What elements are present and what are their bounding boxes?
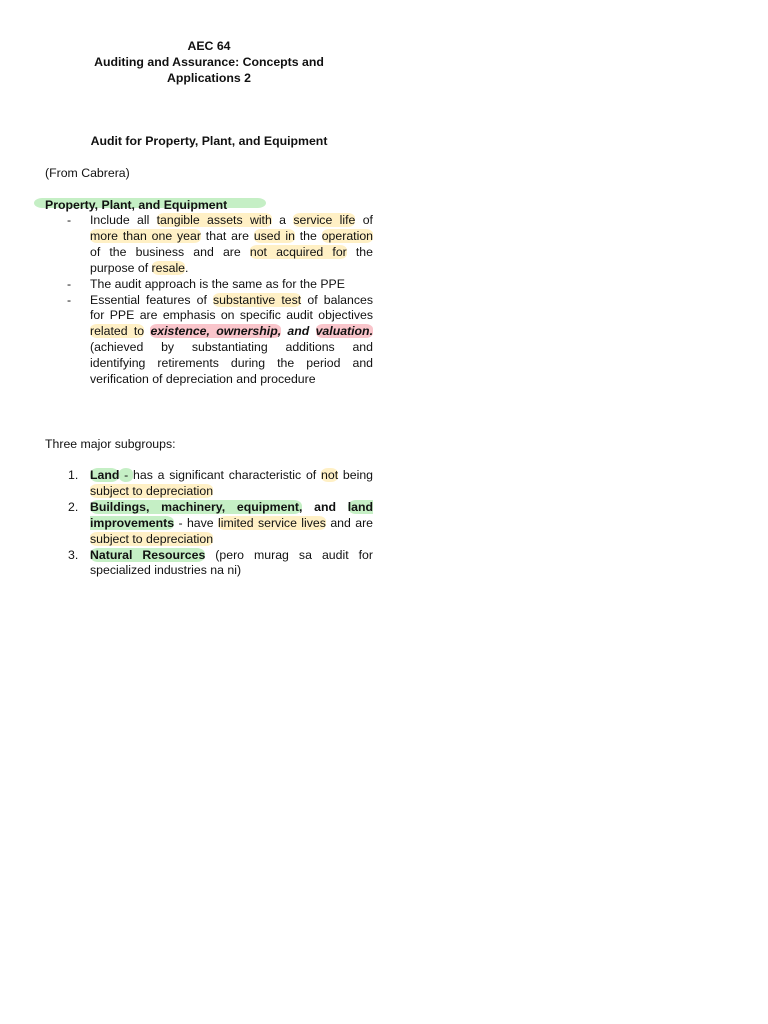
highlighted-text: valuation. — [315, 324, 373, 339]
text-segment: of — [355, 213, 373, 227]
text-segment: a — [271, 213, 294, 227]
source-note: (From Cabrera) — [45, 166, 130, 180]
highlighted-text: subject to depreciation — [90, 483, 214, 498]
text-segment: being — [338, 468, 373, 482]
bullet-item-marker: - — [67, 292, 72, 307]
subgroups-list — [45, 468, 373, 579]
text-segment: Include all — [90, 213, 157, 227]
text-segment: and are — [325, 515, 374, 530]
course-code: AEC 64 — [187, 39, 231, 53]
highlighted-text: - — [119, 468, 134, 482]
subgroup-item — [45, 548, 373, 580]
text-segment: (pero murag sa audit for specialized industries na ni) — [90, 547, 373, 578]
highlighted-text: limited service lives — [218, 515, 326, 530]
section-heading-part1: Property, Plant, — [45, 198, 135, 212]
bullet-item-marker: - — [67, 276, 72, 291]
bullet-item — [45, 213, 373, 277]
highlighted-text: operation — [321, 228, 373, 243]
document-title: Audit for Property, Plant, and Equipment — [90, 134, 328, 148]
section-heading — [45, 197, 227, 213]
section-heading-and: and — [134, 198, 164, 212]
text-segment: Essential features of — [90, 292, 214, 307]
text-segment: of the business and are — [90, 244, 250, 259]
text-segment: (achieved by substantiating additions and identifying retirements during the period and verification of depreciation and procedure — [90, 340, 373, 387]
highlighted-text: resale — [151, 260, 186, 275]
highlighted-text: used in — [253, 228, 295, 243]
text-segment: the purpose of — [90, 244, 373, 275]
highlighted-text: Buildings, machinery, equipment, — [90, 499, 303, 514]
text-segment: the — [294, 228, 322, 243]
subgroup-item-marker: 2. — [68, 499, 79, 514]
course-header — [45, 38, 373, 86]
highlighted-text: existence, ownership, — [150, 324, 282, 339]
bullet-list — [45, 213, 373, 388]
bullet-item-marker: - — [67, 213, 72, 227]
subgroup-item — [45, 468, 373, 500]
highlighted-text: tangible assets with — [156, 213, 272, 227]
bullet-item — [45, 277, 373, 293]
course-title-line2: Applications 2 — [166, 71, 252, 85]
highlighted-text: more than one year — [90, 228, 201, 243]
highlighted-text: related to — [90, 324, 145, 339]
text-segment: - have — [174, 515, 219, 530]
subgroup-item — [45, 500, 373, 548]
text-segment: that are — [200, 228, 254, 243]
subgroup-item-marker: 3. — [68, 547, 79, 562]
highlighted-text: service life — [293, 213, 356, 227]
section-heading-part2: Equipment — [163, 198, 228, 212]
bullet-item — [45, 293, 373, 388]
highlighted-text: Natural Resources — [90, 547, 206, 562]
highlighted-text: not acquired for — [249, 244, 347, 259]
highlighted-text: subject to depreciation — [90, 531, 214, 546]
subgroups-intro: Three major subgroups: — [45, 437, 176, 451]
text-segment: and — [281, 324, 316, 339]
course-title-line1: Auditing and Assurance: Concepts and — [94, 55, 324, 69]
text-segment: of balances for PPE are emphasis on specific audit objectives — [90, 292, 373, 323]
text-segment: and — [302, 499, 348, 514]
subgroup-item-marker: 1. — [68, 468, 79, 482]
text-segment: . — [185, 260, 189, 275]
highlighted-text: not — [321, 468, 339, 482]
highlighted-text: land improvements — [90, 499, 373, 530]
highlighted-text: Land — [90, 468, 120, 482]
text-segment: has a significant characteristic of — [133, 468, 322, 482]
highlighted-text: substantive test — [213, 292, 302, 307]
text-segment: The audit approach is the same as for the PPE — [90, 276, 345, 291]
